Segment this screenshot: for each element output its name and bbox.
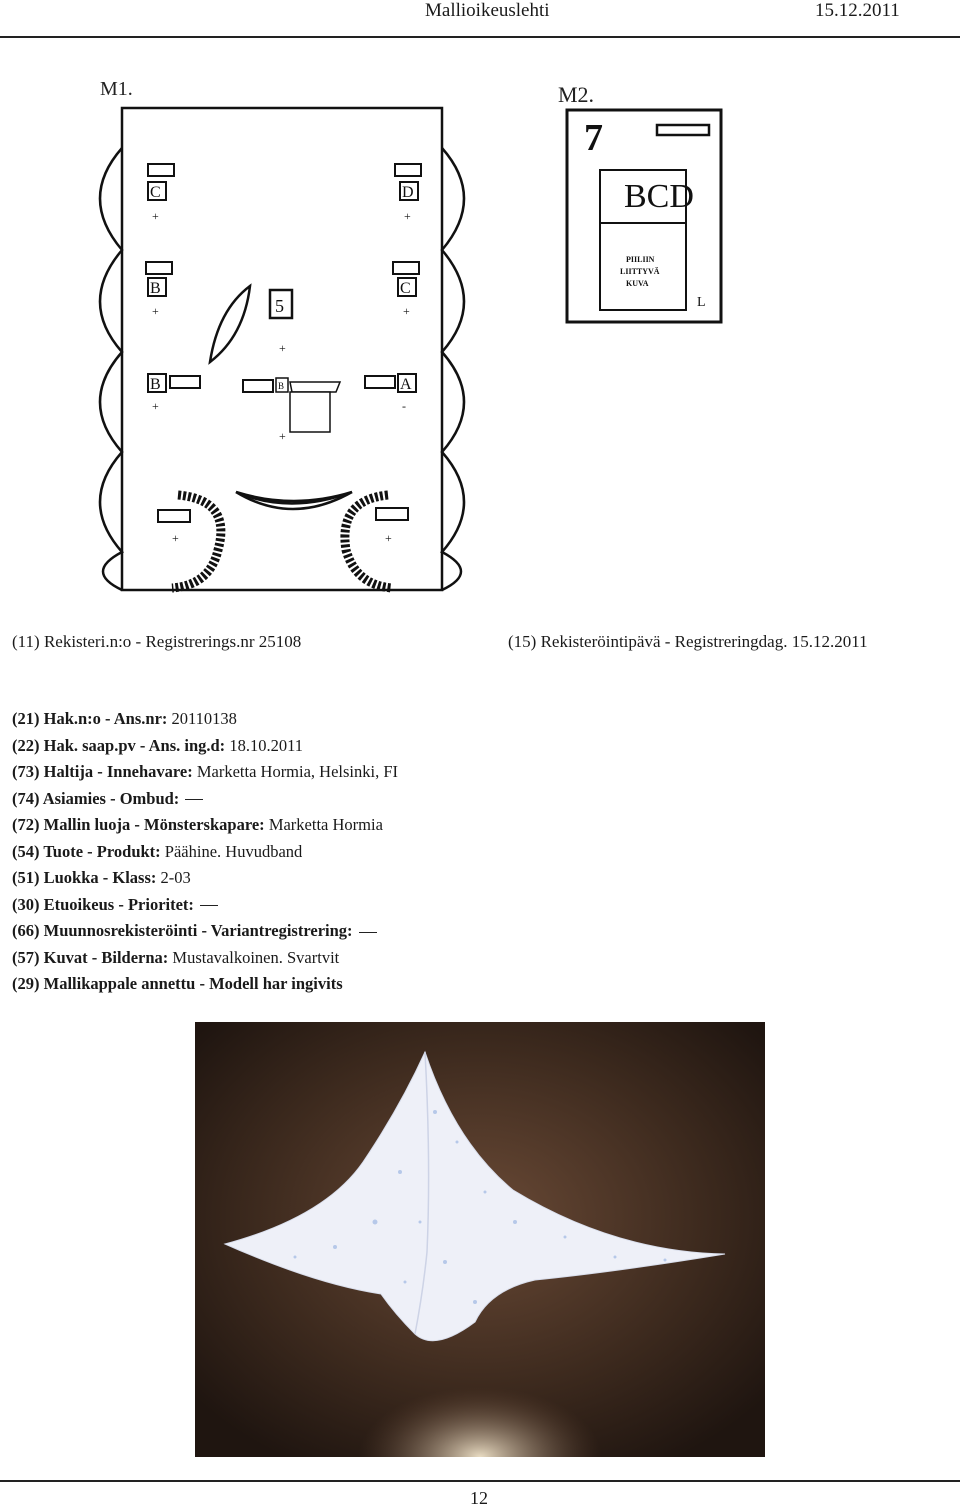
journal-title: Mallioikeuslehti [425, 0, 550, 21]
m1-mark-d: D [402, 184, 414, 201]
product-photo-svg [195, 1022, 765, 1457]
m1-bar [158, 510, 190, 522]
m1-bar [395, 164, 421, 176]
plus-mark: + [152, 399, 159, 413]
m1-left-scallops [100, 148, 122, 590]
minus-mark: - [402, 399, 406, 413]
footer-divider [0, 1480, 960, 1482]
m1-bar [393, 262, 419, 274]
m2-text-3: KUVA [626, 279, 649, 288]
field-holder: (73) Haltija - Innehavare: Marketta Hormia, Helsinki, FI [12, 762, 399, 781]
product-photo [195, 1022, 765, 1457]
issue-date: 15.12.2011 [815, 0, 900, 21]
m1-left-arc-pattern [172, 495, 221, 588]
m2-bar [657, 125, 709, 135]
m1-bar [148, 164, 174, 176]
m1-mark-c: C [150, 184, 161, 201]
plus-mark: + [172, 531, 179, 545]
header-divider [0, 36, 960, 38]
empty-dash [200, 905, 218, 906]
m1-bar [376, 508, 408, 520]
page-number: 12 [470, 1488, 488, 1508]
registration-number: (11) Rekisteri.n:o - Registrerings.nr 25108 [12, 632, 302, 651]
plus-mark: + [404, 209, 411, 223]
field-designer: (72) Mallin luoja - Mönsterskapare: Marketta Hormia [12, 815, 383, 834]
plus-mark: + [152, 209, 159, 223]
field-specimen: (29) Mallikappale annettu - Modell har ingivits [12, 974, 343, 993]
field-product: (54) Tuote - Produkt: Päähine. Huvudband [12, 841, 303, 861]
plus-mark: + [385, 531, 392, 545]
m1-bar [146, 262, 172, 274]
design-drawings [0, 40, 960, 640]
field-variant-registration: (66) Muunnosrekisteröinti - Variantregistrering: [12, 918, 912, 945]
plus-mark: + [152, 304, 159, 318]
m1-bar [365, 376, 395, 388]
m1-mark-b2: B [150, 376, 161, 393]
m2-label: M2. [558, 82, 595, 107]
m1-scroll-body [290, 392, 330, 432]
m1-bar [170, 376, 200, 388]
plus-mark: + [279, 341, 286, 355]
light-glow [345, 1302, 615, 1457]
m1-mark-b: B [150, 280, 161, 297]
m1-mark-a: A [400, 376, 412, 393]
plus-mark: + [279, 429, 286, 443]
m1-mark-5: 5 [275, 296, 284, 316]
m2-text-2: LIITTYVÄ [620, 267, 660, 276]
field-images: (57) Kuvat - Bilderna: Mustavalkoinen. Svartvit [12, 947, 340, 967]
m1-mark-c2: C [400, 280, 411, 297]
m1-mark-b-small: B [278, 381, 285, 391]
registration-date: (15) Rekisteröintipävä - Registreringdag. 15.12.2011 [508, 632, 868, 651]
design-drawings-svg [0, 40, 960, 640]
m2-bcd: BCD [624, 178, 694, 215]
field-filing-date: (22) Hak. saap.pv - Ans. ing.d: 18.10.2011 [12, 735, 303, 755]
m2-seven: 7 [584, 117, 603, 159]
empty-dash [359, 932, 377, 933]
field-application-number: (21) Hak.n:o - Ans.nr: 20110138 [12, 709, 237, 728]
field-agent: (74) Asiamies - Ombud: [12, 786, 912, 813]
m2-text-1: PIILIIN [626, 255, 655, 264]
m1-bar [243, 380, 273, 392]
m1-scroll-top [290, 382, 340, 392]
empty-dash [185, 799, 203, 800]
field-priority: (30) Etuoikeus - Prioritet: [12, 892, 912, 919]
m1-leaf-shape [210, 286, 250, 362]
plus-mark: + [403, 304, 410, 318]
m1-label: M1. [100, 78, 133, 100]
m1-right-scallops [442, 148, 464, 590]
field-class: (51) Luokka - Klass: 2-03 [12, 868, 191, 887]
field-list [12, 706, 912, 998]
m2-corner-mark: L [697, 295, 706, 310]
